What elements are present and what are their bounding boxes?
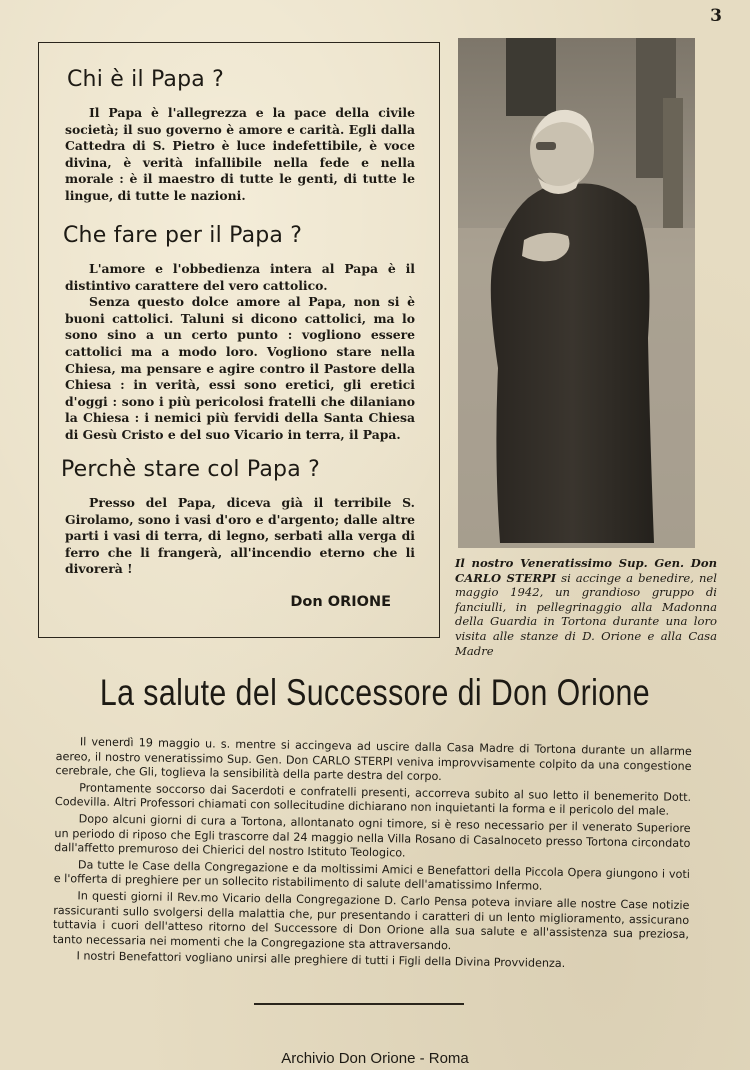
priest-photo-illustration xyxy=(458,38,695,548)
article-paragraph-6: I nostri Benefattori vogliano unirsi alle preghiere di tutti i Figli della Divina Provvidenza. xyxy=(76,949,566,971)
end-rule xyxy=(254,1003,464,1005)
article-paragraph-1: Il venerdì 19 maggio u. s. mentre si accingeva ad uscire dalla Casa Madre di Tortona durante un allarme aereo, il nostro veneratissimo Sup. Gen. Don CARLO STERPI veniva improvvisamente colpito da una congestione cerebrale, che Gli, toglieva la sensibilità della parte destra del corpo. xyxy=(55,735,692,784)
article-paragraph-4: Da tutte le Case della Congregazione e da moltissimi Amici e Benefattori della Piccola Opera giungono i voti e l'offerta di preghiere per un sollecito ristabilimento di salute dell'amatissimo Infermo. xyxy=(53,858,690,894)
portrait-photo xyxy=(458,38,695,548)
archive-footer: Archivio Don Orione - Roma xyxy=(281,1050,469,1067)
page-number: 3 xyxy=(710,6,722,26)
article-paragraph-5: In questi giorni il Rev.mo Vicario della Congregazione D. Carlo Pensa poteva inviare alle nostre Case notizie rassicuranti sullo svolgersi della malattia che, pur presentando i caratteri di un lento miglioramento, assicurano tuttavia i cuori dell'atteso ritorno del Successore di Don Orione alla sua salute e all'assistenza sua preziosa, tanto necessaria nei momenti che la Congregazione sta attraversando. xyxy=(52,889,690,952)
article-title: La salute del Successore di Don Orione xyxy=(99,672,651,713)
photo-caption xyxy=(455,556,717,658)
paragraph-che-fare xyxy=(65,261,415,444)
caption-rest: si accinge a benedire, nel maggio 1942, un grandioso gruppo di fanciulli, in pellegrinaggio alla Madonna della Guardia in Tortona durante una loro visita alle stanze di D. Orione e alla Casa Madre xyxy=(455,570,718,658)
paragraph-che-fare-2: Senza questo dolce amore al Papa, non si è buoni cattolici. Taluni si dicono cattolici, ma lo sono sino a un certo punto : vogliono essere cattolici ma a modo loro. Vogliono stare nella Chiesa, ma pensare e agire contro il Pastore della Chiesa : in verità, essi sono eretici, gli eretici d'oggi : sono i più pericolosi fratelli che dilaniano la Chiesa : i nemici più fervidi della Santa Chiesa di Gesù Cristo e del suo Vicario in terra, il Papa. xyxy=(65,294,415,442)
paragraph-chi-e-il-papa: Il Papa è l'allegrezza e la pace della civile società; il suo governo è amore e carità. Egli dalla Cattedra di S. Pietro è luce indefettibile, è voce divina, è verità infallibile nella fede e nella morale : è il maestro di tutte le genti, di tutte le lingue, di tutte le nazioni. xyxy=(65,105,415,203)
heading-chi-e-il-papa: Chi è il Papa ? xyxy=(67,67,225,92)
article-paragraph-2: Prontamente soccorso dai Sacerdoti e confratelli presenti, accorreva subito al suo letto il benemerito Dott. Codevilla. Altri Professori chiamati con sollecitudine dichiarano non inquietanti la forma e il pericolo del male. xyxy=(54,781,692,819)
paragraph-perche-stare: Presso del Papa, diceva già il terribile S. Girolamo, sono i vasi d'oro e d'argento; dalle altre parti i vasi di terra, di legno, serbati alla verga di ferro che li frangerà, all'incendio eterno che li divorerà ! xyxy=(65,495,415,577)
article-body xyxy=(52,735,692,976)
heading-che-fare: Che fare per il Papa ? xyxy=(63,223,303,248)
signature: Don ORIONE xyxy=(290,594,391,610)
article-paragraph-3: Dopo alcuni giorni di cura a Tortona, allontanato ogni timore, si è reso necessario per il venerato Superiore un periodo di riposo che Egli trascorre dal 24 maggio nella Villa Rosano di Casalnoceto presso Tortona circondato dall'affetto premuroso dei Chierici del nostro Istituto Teologico. xyxy=(54,812,691,860)
caption-lead: Il nostro Veneratissimo Sup. Gen. Don CARLO STERPI xyxy=(455,556,717,585)
pope-text-box xyxy=(38,42,440,638)
heading-perche-stare: Perchè stare col Papa ? xyxy=(61,457,320,482)
paragraph-che-fare-1: L'amore e l'obbedienza intera al Papa è il distintivo carattere del vero cattolico. xyxy=(65,261,415,293)
